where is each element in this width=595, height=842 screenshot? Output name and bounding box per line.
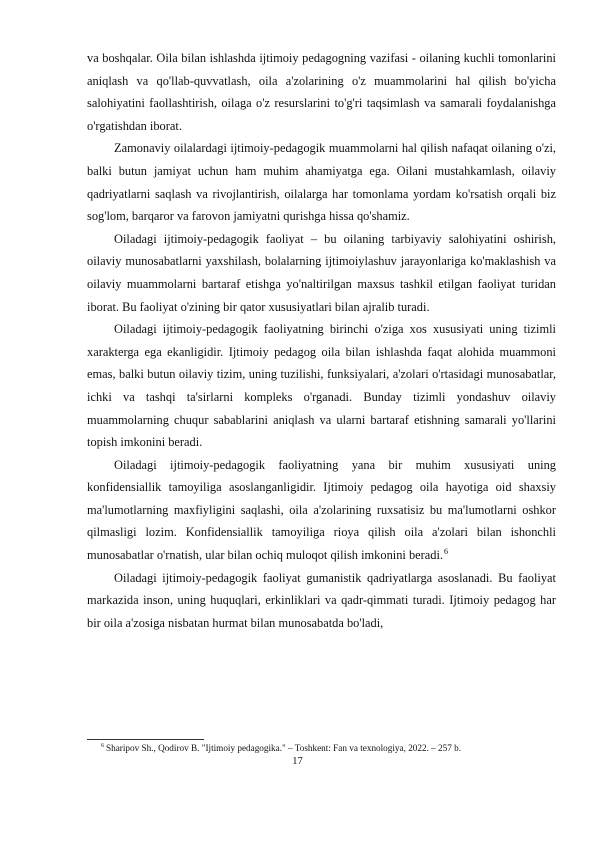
page-number: 17: [292, 756, 303, 767]
footnote-text: Sharipov Sh., Qodirov B. "Ijtimoiy pedagogika." – Toshkent: Fan va texnologiya, 2022. – 257 b.: [106, 743, 462, 753]
paragraph-5: [87, 454, 556, 567]
paragraph-2: Zamonaviy oilalardagi ijtimoiy-pedagogik muammolarni hal qilish nafaqat oilaning o'zi, balki butun jamiyat uchun ham muhim ahamiyatga ega. Oilani mustahkamlash, oilaviy qadriyatlarni saqlash va rivojlantirish, oilalarga har tomonlama yordam ko'rsatish orqali biz sog'lom, barqaror va farovon jamiyatni qurishga hissa qo'shamiz.: [87, 141, 556, 224]
paragraph-6: Oiladagi ijtimoiy-pedagogik faoliyat gumanistik qadriyatlarga asoslanadi. Bu faoliyat markazida inson, uning huquqlari, erkinliklari va qadr-qimmati turadi. Ijtimoiy pedagog har bir oila a'zosiga nisbatan hurmat bilan munosabatda bo'ladi,: [87, 570, 556, 630]
footnote-reference[interactable]: 6: [444, 546, 448, 556]
document-body: [87, 47, 556, 634]
footnote-marker: 6: [101, 742, 104, 749]
paragraph-3: Oiladagi ijtimoiy-pedagogik faoliyat – bu oilaning tarbiyaviy salohiyatini oshirish, oilaviy munosabatlarni yaxshilash, bolalarning ijtimoiylashuv jarayonlariga ko'maklashish va oilaviy muammolarni bartaraf etishga yo'naltirilgan maxsus tashkil etilgan faoliyat turidan iborat. Bu faoliyat o'zining bir qator xususiyatlari bilan ajralib turadi.: [87, 231, 556, 314]
footnote-separator: [87, 739, 204, 740]
paragraph-4: Oiladagi ijtimoiy-pedagogik faoliyatning birinchi o'ziga xos xususiyati uning tizimli xarakterga ega ekanligidir. Ijtimoiy pedagog oila bilan ishlashda faqat alohida muammoni emas, balki butun oilaviy tizim, uning tuzilishi, funksiyalari, a'zolari o'rtasidagi munosabatlar, ichki va tashqi ta'sirlarni kompleks o'rganadi. Bunday tizimli yondashuv oilaviy muammolarning chuqur sabablarini aniqlash va ularni bartaraf etishning samarali yo'llarini topish imkonini beradi.: [87, 322, 556, 450]
footnote: [87, 742, 556, 754]
paragraph-1: va boshqalar. Oila bilan ishlashda ijtimoiy pedagogning vazifasi - oilaning kuchli tomonlarini aniqlash va qo'llab-quvvatlash, oila a'zolarining o'z muammolarini hal qilish bo'yicha salohiyatini faollashtirish, oilaga o'z resurslarini to'g'ri taqsimlash va samarali foydalanishga o'rgatishdan iborat.: [87, 51, 556, 133]
paragraph-5-text: Oiladagi ijtimoiy-pedagogik faoliyatning yana bir muhim xususiyati uning konfidensiallik tamoyiliga asoslanganligidir. Ijtimoiy pedagog oila hayotiga oid shaxsiy ma'lumotlarning maxfiyligini saqlashi, oila a'zolarining ruxsatisiz bu ma'lumotlarni oshkor qilmasligi lozim. Konfidensiallik tamoyiliga rioya qilish oila a'zolari bilan ishonchli munosabatlar o'rnatish, ular bilan ochiq muloqot qilish imkonini beradi.: [87, 457, 556, 563]
